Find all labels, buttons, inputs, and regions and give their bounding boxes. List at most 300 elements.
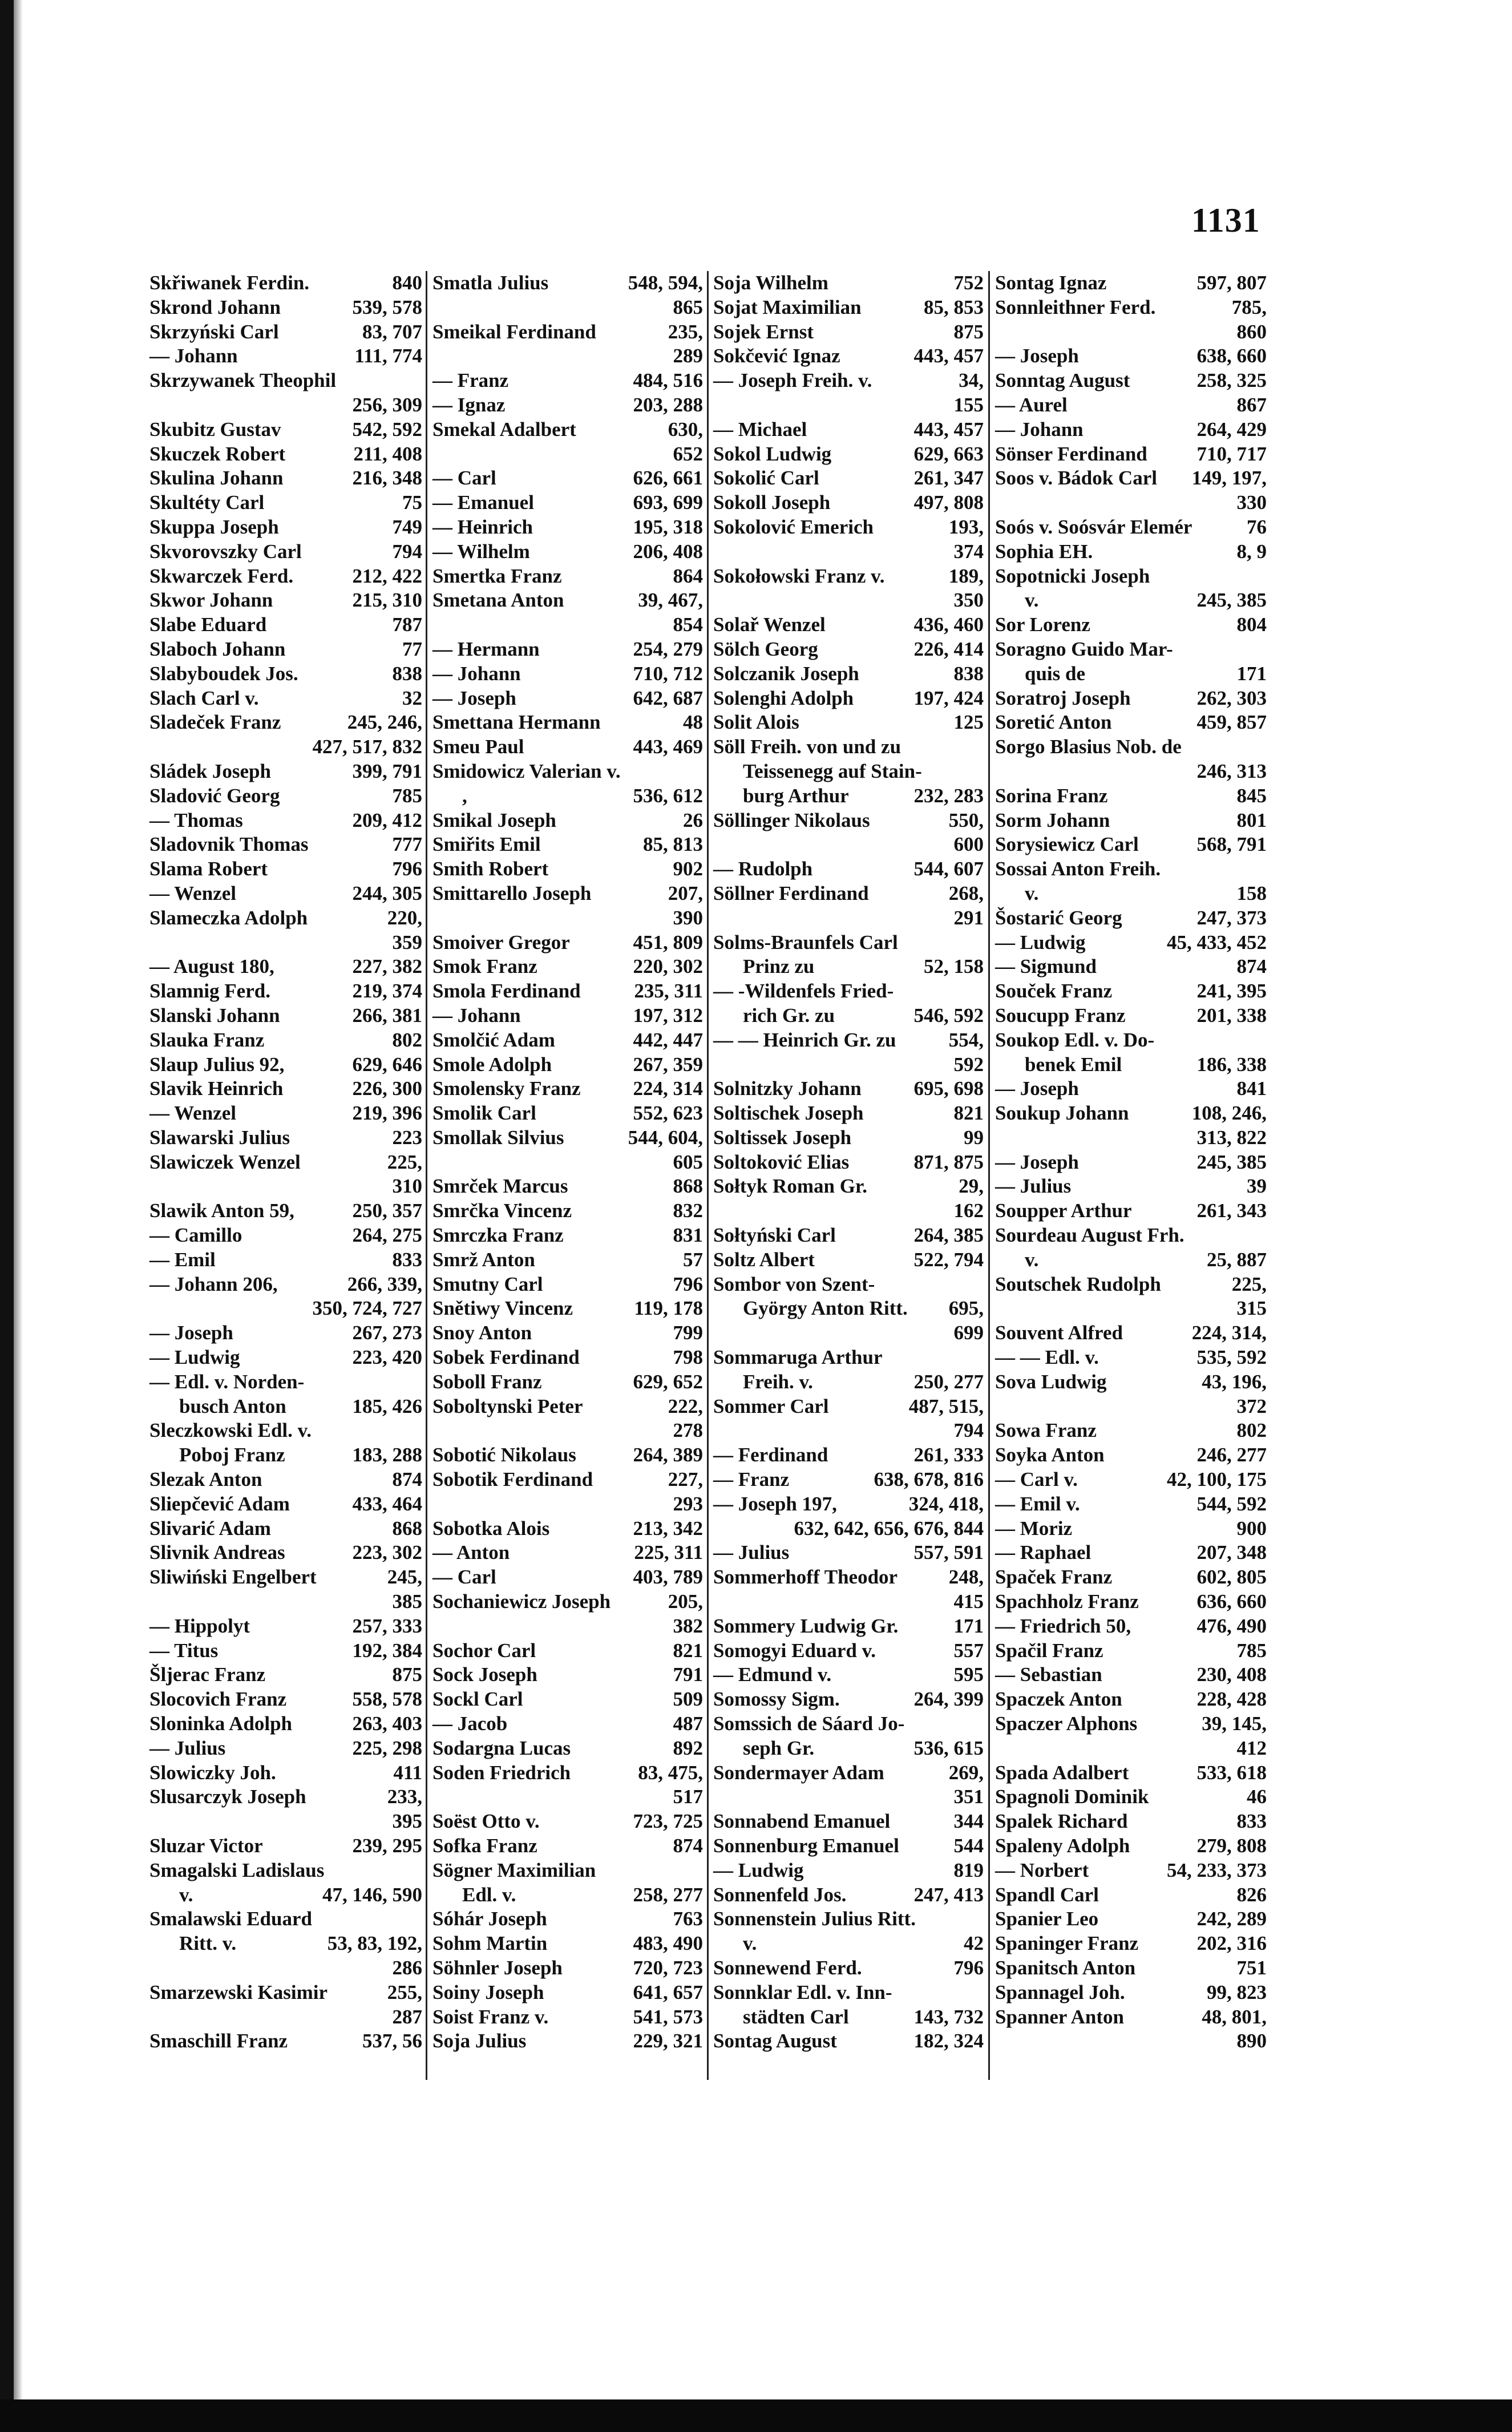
index-entry: [713, 784, 984, 809]
entry-name: Sladeček Franz: [149, 711, 281, 734]
entry-pages: 261, 347: [913, 467, 984, 490]
index-entry: [149, 1321, 422, 1346]
entry-pages: 630,: [668, 418, 703, 441]
entry-pages: 289: [673, 345, 703, 367]
entry-pages: 212, 422: [352, 564, 422, 587]
entry-name: Slabyboudek Jos.: [149, 662, 298, 685]
index-entry: [995, 1590, 1267, 1614]
entry-name: — Johann: [995, 418, 1084, 441]
entry-pages: 838: [953, 662, 984, 685]
entry-name: Soupper Arthur: [995, 1199, 1132, 1222]
index-entry: [432, 296, 703, 320]
index-entry: [713, 1370, 984, 1395]
index-entry: [432, 1834, 703, 1859]
index-entry: [713, 442, 984, 467]
entry-name: Spachholz Franz: [995, 1590, 1139, 1613]
entry-name: rich Gr. zu: [743, 1004, 835, 1027]
entry-pages: 246, 277: [1196, 1444, 1267, 1467]
index-entry: [432, 833, 703, 857]
index-entry: [149, 2029, 422, 2054]
entry-name: Skulina Johann: [149, 467, 284, 490]
entry-name: Soboltynski Peter: [432, 1395, 583, 1417]
index-entry: [149, 1981, 422, 2005]
entry-pages: 372: [1236, 1395, 1267, 1417]
index-entry: [995, 857, 1267, 882]
index-entry: [149, 686, 422, 711]
index-entry: [149, 1443, 422, 1468]
index-entry: [432, 1859, 703, 1883]
entry-name: Sołtyk Roman Gr.: [713, 1175, 868, 1198]
entry-pages: 629, 646: [352, 1053, 422, 1076]
entry-name: Söllinger Nikolaus: [713, 809, 870, 831]
index-entry: [713, 540, 984, 564]
index-entry: [149, 1785, 422, 1809]
entry-pages: 794: [953, 1419, 984, 1442]
entry-pages: 785,: [1231, 296, 1267, 318]
entry-pages: 39, 145,: [1202, 1712, 1267, 1735]
entry-pages: 838: [392, 662, 422, 685]
entry-name: Sokolović Emerich: [713, 515, 874, 538]
entry-pages: 638, 660: [1196, 345, 1267, 367]
entry-pages: 636, 660: [1196, 1590, 1267, 1613]
entry-pages: 723, 725: [633, 1810, 703, 1833]
entry-name: Spannagel Joh.: [995, 1981, 1125, 2003]
entry-name: Prinz zu: [743, 955, 815, 978]
index-entry: [432, 1907, 703, 1932]
index-entry: [149, 1004, 422, 1028]
index-entry: [995, 1395, 1267, 1419]
entry-name: Sleczkowski Edl. v.: [149, 1419, 312, 1442]
entry-pages: 350, 724, 727: [312, 1297, 422, 1320]
entry-pages: 595: [953, 1663, 984, 1686]
entry-name: — Johann: [432, 662, 521, 685]
entry-pages: 216, 348: [352, 467, 422, 490]
entry-pages: 382: [673, 1614, 703, 1637]
entry-pages: 597, 807: [1196, 272, 1267, 294]
entry-pages: 228, 428: [1196, 1688, 1267, 1711]
entry-pages: 720, 723: [633, 1956, 703, 1979]
entry-name: Spandl Carl: [995, 1883, 1099, 1906]
entry-pages: 550,: [948, 809, 984, 831]
index-entry: [713, 1761, 984, 1785]
index-entry: [713, 2029, 984, 2054]
index-entry: [713, 296, 984, 320]
index-entry: [713, 1174, 984, 1199]
entry-name: Slezak Anton: [149, 1468, 262, 1491]
index-entry: [149, 1834, 422, 1859]
index-entry: [713, 1541, 984, 1565]
index-entry: [713, 515, 984, 540]
entry-name: Soyka Anton: [995, 1444, 1105, 1467]
index-entry: [995, 1419, 1267, 1443]
entry-name: — Johann: [149, 345, 238, 367]
entry-name: v.: [1025, 882, 1039, 904]
entry-pages: 710, 712: [633, 662, 703, 685]
entry-pages: 248,: [948, 1566, 984, 1589]
entry-pages: 874: [673, 1835, 703, 1857]
entry-pages: 220, 302: [633, 955, 703, 978]
index-entry: [713, 1687, 984, 1712]
entry-name: Sohm Martin: [432, 1932, 548, 1955]
entry-name: — Wenzel: [149, 1102, 236, 1125]
entry-pages: 225,: [387, 1150, 422, 1173]
entry-pages: 652: [673, 442, 703, 465]
entry-pages: 777: [392, 833, 422, 856]
entry-name: v.: [179, 1883, 193, 1906]
entry-name: Soratroj Joseph: [995, 686, 1131, 709]
entry-name: Sourdeau August Frh.: [995, 1224, 1184, 1247]
index-entry: [432, 1272, 703, 1297]
index-entry: [432, 1687, 703, 1712]
entry-name: Soja Julius: [432, 2030, 527, 2053]
entry-name: — Joseph: [149, 1322, 233, 1344]
index-entry: [713, 1907, 984, 1932]
index-entry: [432, 466, 703, 491]
entry-pages: 286: [392, 1956, 422, 1979]
entry-pages: 433, 464: [352, 1492, 422, 1515]
entry-name: Sossai Anton Freih.: [995, 858, 1161, 880]
entry-pages: 269,: [948, 1761, 984, 1784]
entry-pages: 143, 732: [913, 2005, 984, 2028]
entry-name: Smok Franz: [432, 955, 537, 978]
index-entry: [432, 1321, 703, 1346]
entry-pages: 266, 381: [352, 1004, 422, 1027]
entry-pages: 536, 612: [633, 784, 703, 807]
index-entry: [995, 1443, 1267, 1468]
entry-name: — Anton: [432, 1541, 510, 1564]
entry-name: Spaninger Franz: [995, 1932, 1139, 1955]
entry-name: Söllner Ferdinand: [713, 882, 869, 904]
entry-pages: 83, 475,: [638, 1761, 703, 1784]
entry-pages: 202, 316: [1196, 1932, 1267, 1955]
entry-name: Solczanik Joseph: [713, 662, 859, 685]
entry-pages: 192, 384: [352, 1639, 422, 1662]
entry-name: Sonnenstein Julius Ritt.: [713, 1908, 916, 1930]
index-entry: [432, 1883, 703, 1908]
entry-pages: 710, 717: [1196, 442, 1267, 465]
index-column-4: [995, 271, 1267, 2086]
entry-name: Sokolić Carl: [713, 467, 819, 490]
entry-pages: 390: [673, 906, 703, 929]
entry-name: Soukop Edl. v. Do-: [995, 1028, 1155, 1051]
index-entry: [995, 1809, 1267, 1834]
entry-pages: 108, 246,: [1191, 1102, 1267, 1125]
entry-name: — Julius: [995, 1175, 1072, 1198]
index-entry: [432, 1517, 703, 1541]
entry-pages: 558, 578: [352, 1688, 422, 1711]
index-entry: [713, 809, 984, 833]
index-entry: [995, 637, 1267, 662]
index-entry: [149, 1272, 422, 1297]
entry-pages: 443, 469: [633, 736, 703, 758]
entry-name: Skwarczek Ferd.: [149, 564, 294, 587]
entry-name: Sönser Ferdinand: [995, 442, 1147, 465]
index-entry: [995, 1077, 1267, 1101]
entry-name: Spaczek Anton: [995, 1688, 1122, 1711]
entry-name: — Joseph Freih. v.: [713, 369, 872, 392]
entry-pages: 359: [392, 931, 422, 954]
index-entry: [995, 2005, 1267, 2030]
index-entry: [149, 1053, 422, 1077]
entry-name: — Edmund v.: [713, 1663, 832, 1686]
entry-pages: 225, 298: [352, 1736, 422, 1759]
entry-name: Smoiver Gregor: [432, 931, 570, 954]
entry-name: Sommery Ludwig Gr.: [713, 1614, 899, 1637]
entry-name: Skwor Johann: [149, 589, 273, 612]
index-entry: [149, 344, 422, 369]
entry-name: Smrczka Franz: [432, 1224, 564, 1247]
entry-pages: 291: [953, 906, 984, 929]
index-entry: [713, 1077, 984, 1101]
entry-pages: 119, 178: [634, 1297, 703, 1320]
entry-pages: 162: [953, 1199, 984, 1222]
index-entry: [432, 369, 703, 393]
index-entry: [995, 1541, 1267, 1565]
index-entry: [432, 1809, 703, 1834]
index-entry: [713, 1859, 984, 1883]
index-entry: [149, 784, 422, 809]
entry-name: Sock Joseph: [432, 1663, 537, 1686]
entry-name: Slivnik Andreas: [149, 1541, 285, 1564]
entry-pages: 264, 385: [913, 1224, 984, 1247]
index-entry: [713, 1053, 984, 1077]
entry-name: Soltischek Joseph: [713, 1102, 864, 1125]
entry-pages: 29,: [959, 1175, 984, 1198]
entry-name: — Ferdinand: [713, 1444, 828, 1467]
index-entry: [995, 784, 1267, 809]
entry-pages: 268,: [948, 882, 984, 904]
entry-pages: 315: [1236, 1297, 1267, 1320]
index-entry: [713, 1834, 984, 1859]
entry-pages: 867: [1236, 393, 1267, 416]
entry-name: — Joseph 197,: [713, 1492, 837, 1515]
entry-pages: 544, 607: [913, 858, 984, 880]
entry-pages: 8, 9: [1236, 540, 1267, 563]
entry-name: Sonnleithner Ferd.: [995, 296, 1156, 318]
index-entry: [995, 1296, 1267, 1321]
entry-name: Sliwiński Engelbert: [149, 1566, 317, 1589]
index-entry: [995, 271, 1267, 296]
index-entry: [995, 931, 1267, 955]
entry-pages: 235,: [668, 320, 703, 343]
index-entry: [432, 1053, 703, 1077]
entry-pages: 264, 389: [633, 1444, 703, 1467]
entry-pages: 45, 433, 452: [1167, 931, 1267, 954]
index-entry: [149, 1639, 422, 1663]
index-entry: [149, 1907, 422, 1932]
entry-name: Soiny Joseph: [432, 1981, 544, 2003]
entry-name: Smatla Julius: [432, 272, 549, 294]
index-entry: [432, 1468, 703, 1492]
index-entry: [432, 882, 703, 906]
entry-pages: 232, 283: [913, 784, 984, 807]
entry-pages: 43, 196,: [1202, 1370, 1267, 1393]
entry-name: — Carl: [432, 467, 496, 490]
entry-name: Slivarić Adam: [149, 1517, 271, 1540]
entry-pages: 890: [1236, 2030, 1267, 2053]
entry-name: burg Arthur: [743, 784, 849, 807]
entry-name: Soboll Franz: [432, 1370, 542, 1393]
entry-name: — Aurel: [995, 393, 1068, 416]
index-entry: [995, 2029, 1267, 2054]
entry-pages: 411: [393, 1761, 422, 1784]
index-entry: [432, 1395, 703, 1419]
entry-pages: 875: [392, 1663, 422, 1686]
entry-pages: 487: [673, 1712, 703, 1735]
entry-pages: 539, 578: [352, 296, 422, 318]
index-entry: [713, 1736, 984, 1761]
index-entry: [995, 320, 1267, 345]
index-entry: [713, 1395, 984, 1419]
entry-name: Sonnenburg Emanuel: [713, 1835, 899, 1857]
entry-name: Spada Adalbert: [995, 1761, 1129, 1784]
entry-name: — Emanuel: [432, 491, 534, 514]
entry-pages: 695,: [948, 1297, 984, 1320]
entry-name: Soukup Johann: [995, 1102, 1129, 1125]
entry-name: Somogyi Eduard v.: [713, 1639, 876, 1662]
index-entry: [149, 857, 422, 882]
entry-name: — Sigmund: [995, 955, 1097, 978]
entry-pages: 39: [1247, 1175, 1267, 1198]
entry-pages: 854: [673, 613, 703, 636]
entry-pages: 826: [1236, 1883, 1267, 1906]
entry-name: Soltoković Elias: [713, 1150, 850, 1173]
index-entry: [995, 491, 1267, 515]
entry-pages: 626, 661: [633, 467, 703, 490]
entry-pages: 536, 615: [913, 1736, 984, 1759]
index-entry: [713, 686, 984, 711]
index-entry: [432, 2005, 703, 2030]
entry-pages: 802: [1236, 1419, 1267, 1442]
index-entry: [432, 613, 703, 637]
index-entry: [149, 564, 422, 589]
index-entry: [995, 1028, 1267, 1053]
entry-name: Ritt. v.: [179, 1932, 237, 1955]
entry-pages: 32: [402, 686, 422, 709]
entry-name: — Carl: [432, 1566, 496, 1589]
index-entry: [995, 1517, 1267, 1541]
entry-name: Smolčić Adam: [432, 1028, 555, 1051]
index-entry: [149, 271, 422, 296]
entry-name: — Wenzel: [149, 882, 236, 904]
index-entry: [995, 296, 1267, 320]
entry-name: Slameczka Adolph: [149, 906, 308, 929]
index-entry: [713, 1712, 984, 1736]
entry-name: Souvent Alfred: [995, 1322, 1123, 1344]
entry-pages: 642, 687: [633, 686, 703, 709]
column-divider: [426, 271, 427, 2080]
entry-name: Skřiwanek Ferdin.: [149, 272, 310, 294]
entry-name: — — Heinrich Gr. zu: [713, 1028, 896, 1051]
entry-pages: 258, 325: [1196, 369, 1267, 392]
entry-pages: 427, 517, 832: [312, 736, 422, 758]
entry-name: Sliepčević Adam: [149, 1492, 290, 1515]
entry-name: Sor Lorenz: [995, 613, 1090, 636]
entry-name: Slawik Anton 59,: [149, 1199, 294, 1222]
entry-name: Smiřits Emil: [432, 833, 541, 856]
entry-name: Smarzewski Kasimir: [149, 1981, 328, 2003]
entry-name: — Edl. v. Norden-: [149, 1370, 305, 1393]
index-entry: [432, 710, 703, 735]
index-entry: [149, 1468, 422, 1492]
index-entry: [995, 1614, 1267, 1639]
entry-name: Smrž Anton: [432, 1248, 535, 1271]
entry-name: Sołtyński Carl: [713, 1224, 836, 1247]
entry-pages: 193,: [948, 515, 984, 538]
entry-pages: 568, 791: [1196, 833, 1267, 856]
entry-pages: 256, 309: [352, 393, 422, 416]
entry-pages: 484, 516: [633, 369, 703, 392]
index-entry: [995, 1639, 1267, 1663]
index-entry: [149, 809, 422, 833]
entry-pages: 264, 275: [352, 1224, 422, 1247]
entry-pages: 287: [392, 2005, 422, 2028]
index-entry: [995, 1687, 1267, 1712]
index-entry: [995, 613, 1267, 637]
index-entry: [713, 588, 984, 613]
entry-name: — Rudolph: [713, 858, 813, 880]
index-entry: [713, 1346, 984, 1370]
entry-name: Skuppa Joseph: [149, 515, 279, 538]
entry-pages: 48, 801,: [1202, 2005, 1267, 2028]
entry-name: Spačil Franz: [995, 1639, 1103, 1662]
index-entry: [995, 515, 1267, 540]
entry-pages: 600: [953, 833, 984, 856]
entry-pages: 313, 822: [1196, 1126, 1267, 1149]
entry-name: Sopotnicki Joseph: [995, 564, 1150, 587]
entry-name: Slabe Eduard: [149, 613, 267, 636]
entry-name: Slaboch Johann: [149, 637, 286, 660]
entry-pages: 629, 652: [633, 1370, 703, 1393]
entry-name: Sonntag August: [995, 369, 1130, 392]
entry-pages: 638, 678, 816: [874, 1468, 984, 1491]
index-column-3: [713, 271, 984, 2086]
entry-name: — Sebastian: [995, 1663, 1102, 1686]
entry-pages: 415: [953, 1590, 984, 1613]
entry-name: Sofka Franz: [432, 1835, 537, 1857]
index-column-2: [432, 271, 703, 2086]
entry-pages: 189,: [948, 564, 984, 587]
entry-pages: 223, 420: [352, 1346, 422, 1369]
entry-name: Souček Franz: [995, 980, 1113, 1003]
entry-pages: 554,: [948, 1028, 984, 1051]
index-entry: [995, 833, 1267, 857]
entry-name: busch Anton: [179, 1395, 286, 1417]
index-entry: [432, 662, 703, 686]
entry-pages: 832: [673, 1199, 703, 1222]
index-entry: [713, 344, 984, 369]
entry-name: quis de: [1025, 662, 1086, 685]
entry-name: Sokčević Ignaz: [713, 345, 840, 367]
entry-pages: 264, 399: [913, 1688, 984, 1711]
entry-pages: 220,: [387, 906, 422, 929]
index-entry: [149, 637, 422, 662]
index-entry: [995, 1468, 1267, 1492]
index-entry: [432, 906, 703, 931]
entry-pages: 874: [1236, 955, 1267, 978]
entry-name: Spanner Anton: [995, 2005, 1124, 2028]
column-divider: [988, 271, 990, 2080]
index-entry: [713, 320, 984, 345]
index-entry: [713, 418, 984, 442]
index-entry: [432, 809, 703, 833]
index-entry: [149, 613, 422, 637]
entry-pages: 224, 314: [633, 1077, 703, 1100]
entry-name: v.: [1025, 1248, 1039, 1271]
entry-name: Somssich de Sáard Jo-: [713, 1712, 905, 1735]
index-entry: [432, 1370, 703, 1395]
index-entry: [432, 1248, 703, 1272]
